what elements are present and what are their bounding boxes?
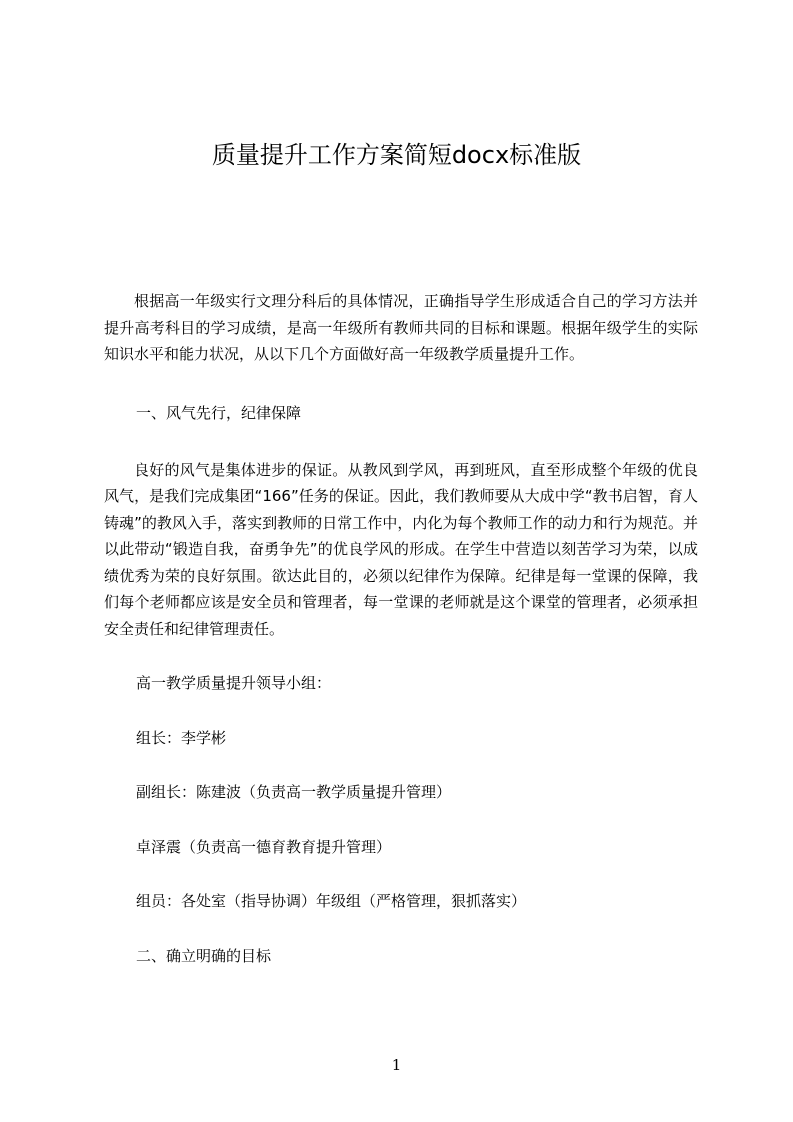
section-heading-2: 二、确立明确的目标 bbox=[136, 946, 272, 965]
document-title: 质量提升工作方案简短docx标准版 bbox=[211, 141, 582, 169]
leadership-group-title: 高一教学质量提升领导小组： bbox=[136, 674, 332, 692]
intro-paragraph: 根据高一年级实行文理分科后的具体情况，正确指导学生形成适合自己的学习方法并提升高考科目的学习成绩，是高一年级所有教师共同的目标和课题。根据年级学生的实际知识水平和能力状况，从以下几个方面做好高一年级教学质量提升工作。 bbox=[104, 292, 698, 363]
group-members-line: 组员：各处室（指导协调）年级组（严格管理，狠抓落实） bbox=[136, 892, 527, 910]
discipline-paragraph: 良好的风气是集体进步的保证。从教风到学风，再到班风，直至形成整个年级的优良风气，是我们完成集团“166”任务的保证。因此，我们教师要从大成中学“教书启智，育人铸魂”的教风入手，落实到教师的日常工作中，内化为每个教师工作的动力和行为规范。并以此带动“锻造自我，奋勇争先”的优良学风的形成。在学生中营造以刻苦学习为荣，以成绩优秀为荣的良好氛围。欲达此目的，必须以纪律作为保障。纪律是每一堂课的保障，我们每个老师都应该是安全员和管理者，每一堂课的老师就是这个课堂的管理者，必须承担安全责任和纪律管理责任。 bbox=[104, 460, 698, 638]
page-number: 1 bbox=[391, 1056, 402, 1074]
document-body bbox=[104, 288, 698, 969]
group-leader-line: 组长：李学彬 bbox=[136, 728, 227, 747]
deputy-leader-line-2: 卓泽震（负责高一德育教育提升管理） bbox=[136, 837, 392, 856]
deputy-leader-line-1: 副组长：陈建波（负责高一教学质量提升管理） bbox=[136, 783, 452, 801]
section-heading-1: 一、风气先行，纪律保障 bbox=[136, 404, 302, 422]
